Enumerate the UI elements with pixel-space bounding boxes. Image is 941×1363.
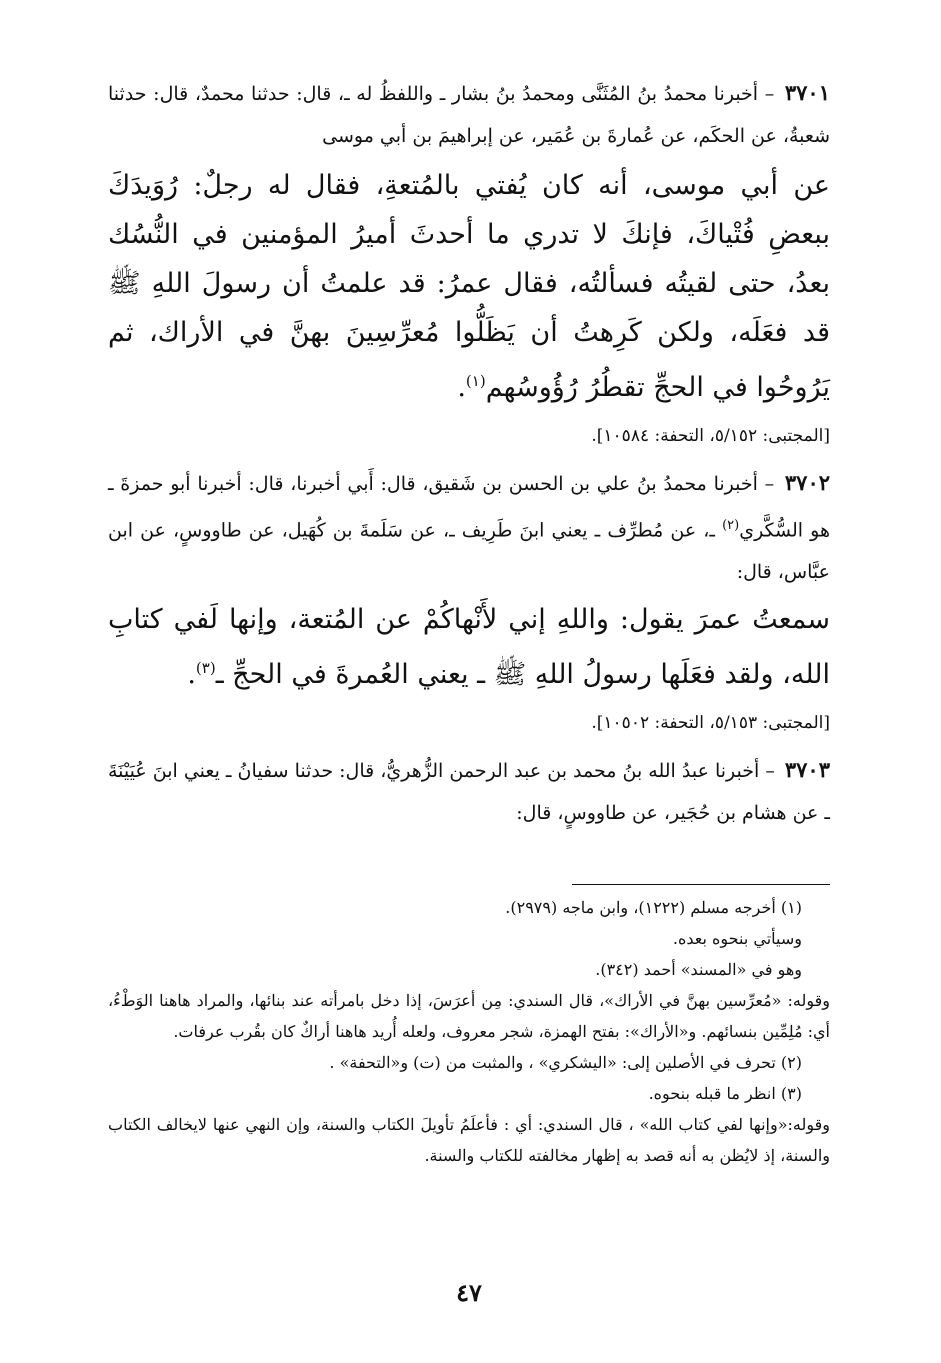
footnote-3-commentary: وقوله:«وإنها لفي كتاب الله» ، قال السندي: أي : فأعلَمُ تأويلَ الكتاب والسنة، وإن النهي عنها لايخالف الكتاب والسنة، إذ لايُظن به أنه قصد به إظهار مخالفته للكتاب والسنة.	[108, 1115, 830, 1165]
sentence-end: .	[457, 372, 466, 403]
hadith-3701-reference: [المجتبى: ٥/١٥٢، التحفة: ١٠٥٨٤].	[591, 426, 830, 446]
hadith-body-text: عن أبي موسى، أنه كان يُفتي بالمُتعةِ، فقال له رجلٌ: رُوَيدَكَ ببعضِ فُتْياكَ، فإنكَ لا تدري ما أحدثَ أميرُ المؤمنين في النُّسُك بعدُ، حتى لقيتُه فسألتُه، فقال عمرُ: قد علمتُ أن رسولَ اللهِ ﷺ قد فعَلَه، ولكن كَرِهتُ أن يَظَلُّوا مُعرِّسِينَ بهنَّ في الأراك، ثم يَرُوحُوا في الحجِّ تقطُرُ رُؤُوسُهم	[108, 170, 830, 403]
hadith-3703-chain	[108, 749, 830, 834]
footnote-1-line-3: وهو في «المسند» أحمد (٣٤٢).	[595, 960, 802, 979]
hadith-chain-text: – أخبرنا عبدُ الله بنُ محمد بن عبد الرحمن الزُّهريُّ، قال: حدثنا سفيانُ ـ يعني ابنَ عُيَيْنَةَ ـ عن هشام بن حُجَير، عن طاووسٍ، قال:	[108, 760, 830, 825]
hadith-3702-reference: [المجتبى: ٥/١٥٣، التحفة: ١٠٥٠٢].	[591, 713, 830, 734]
footnote-1-line-2: وسيأتي بنحوه بعده.	[672, 929, 802, 948]
hadith-chain-text: – أخبرنا محمدُ بنُ علي بن الحسن بن شَقيق، قال: أَبي أخبرنا، قال: أخبرنا أبو حمزةَ ـ هو السُّكَّري	[108, 473, 830, 542]
document-page	[108, 72, 831, 1307]
hadith-number: ٣٧٠٣	[784, 757, 830, 783]
hadith-3701-text	[108, 161, 830, 412]
sentence-end: .	[187, 659, 196, 691]
hadith-chain-text: – أخبرنا محمدُ بنُ المُثَنَّى ومحمدُ بنُ بشار ـ واللفظُ له ـ، قال: حدثنا محمدٌ، قال: حدثنا شعبةُ، عن الحكَم، عن عُمارةَ بن عُمَير، عن إبراهيمَ بن أبي موسى	[108, 83, 830, 147]
footnote-marker: (١)	[465, 372, 486, 390]
hadith-3701-chain	[108, 72, 830, 157]
hadith-chain-text-continued: ـ، عن مُطرِّف ـ يعني ابنَ طَرِيف ـ، عن سَلَمةَ بن كُهَيل، عن طاووسٍ، عن ابن عبَّاس، قال:	[108, 519, 830, 584]
hadith-number: ٣٧٠٢	[784, 470, 831, 495]
page-number: ٤٧	[456, 1278, 482, 1307]
footnote-3: (٣) انظر ما قبله بنحوه.	[648, 1084, 802, 1103]
footnote-divider	[572, 884, 830, 885]
hadith-3702-text	[108, 595, 830, 699]
hadith-body-text: سمعتُ عمرَ يقول: واللهِ إني لأَنْهاكُمْ عن المُتعة، وإنها لَفي كتابِ الله، ولقد فعَلَها رسولُ اللهِ ﷺ ـ يعني العُمرةَ في الحجِّ ـ	[108, 604, 830, 691]
footnote-2: (٢) تحرف في الأصلين إلى: «اليشكري» ، والمثبت من (ت) و«التحفة» .	[329, 1053, 802, 1072]
footnote-marker: (٣)	[195, 659, 216, 678]
footnote-marker: (٢)	[722, 518, 740, 533]
footnotes-section	[108, 892, 830, 1171]
hadith-3702-chain	[108, 462, 830, 593]
footnote-1: (١) أخرجه مسلم (١٢٢٢)، وابن ماجه (٢٩٧٩).	[505, 898, 802, 917]
footnote-1-commentary: وقوله: «مُعرِّسين بهنَّ في الأراك»، قال السندي: مِن أعرَسَ، إذا دخل بامرأته عند بنائها، والمراد هاهنا الوَطْءُ، أي: مُلِمِّين بنسائهم. و«الأراك»: بفتح الهمزة، شجر معروف، ولعله أُريد هاهنا أراكٌ كان بقُرب عرفات.	[108, 991, 830, 1041]
hadith-number: ٣٧٠١	[784, 80, 830, 105]
